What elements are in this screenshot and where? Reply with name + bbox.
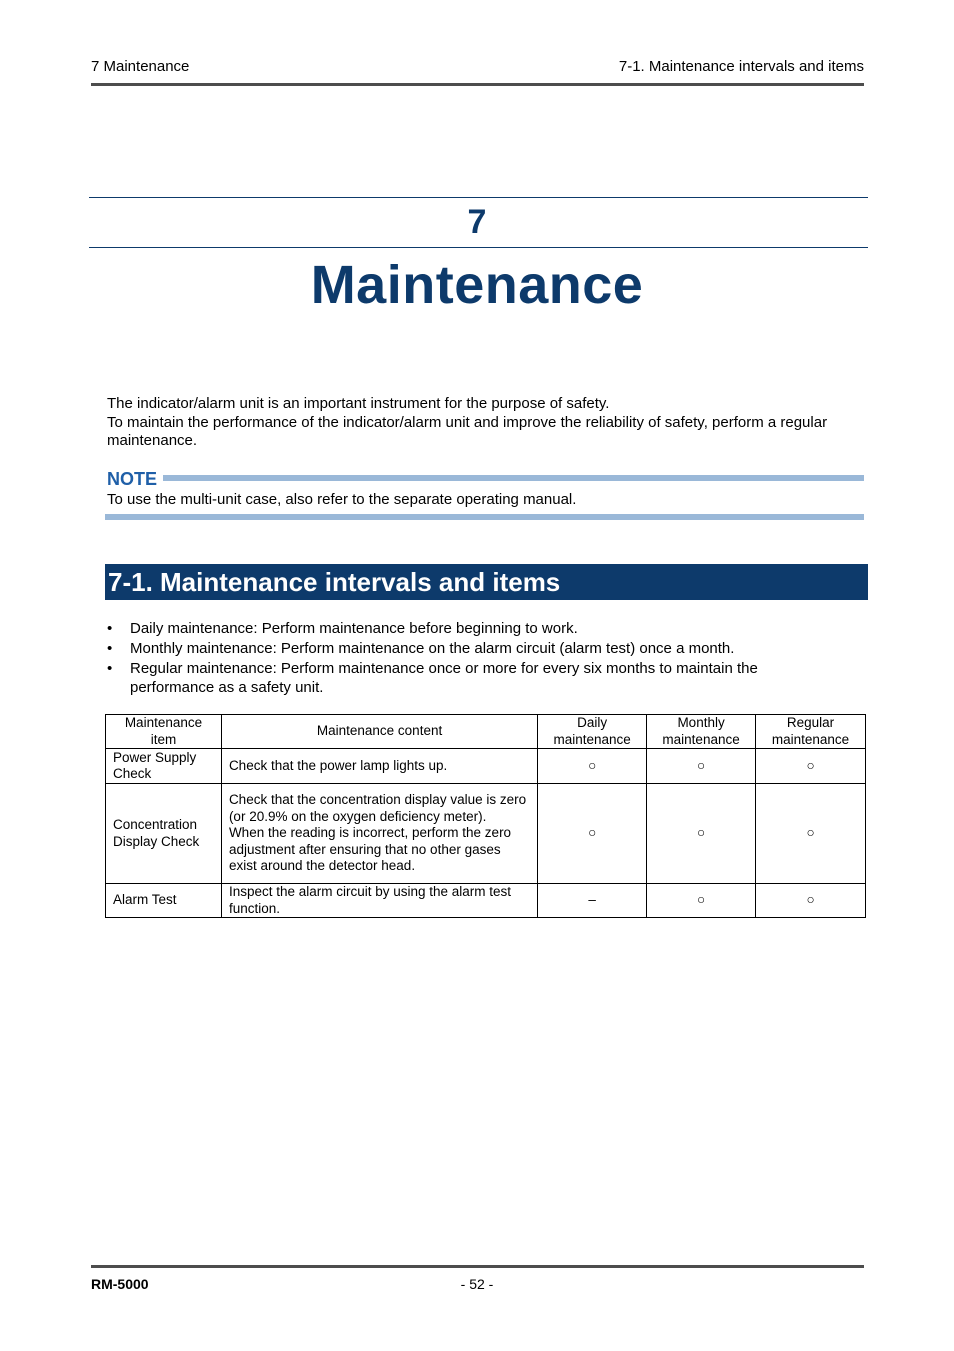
cell-daily: – bbox=[538, 884, 647, 918]
cell-item: Concentration Display Check bbox=[106, 784, 222, 884]
col-header-daily: Daily maintenance bbox=[538, 715, 647, 749]
list-item bbox=[107, 660, 827, 697]
bullet-list bbox=[107, 620, 827, 699]
bullet-icon: • bbox=[107, 620, 113, 637]
footer-model: RM-5000 bbox=[91, 1276, 149, 1292]
col-header-content: Maintenance content bbox=[221, 715, 537, 749]
cell-regular: ○ bbox=[756, 784, 866, 884]
maintenance-table bbox=[105, 714, 866, 918]
cell-content: Inspect the alarm circuit by using the alarm test function. bbox=[221, 884, 537, 918]
intro-line-1: The indicator/alarm unit is an important instrument for the purpose of safety. bbox=[107, 395, 610, 412]
table-row bbox=[106, 884, 866, 918]
header-section: 7-1. Maintenance intervals and items bbox=[618, 58, 864, 75]
bullet-icon: • bbox=[107, 640, 113, 657]
table-row bbox=[106, 784, 866, 884]
list-item-text: Regular maintenance: Perform maintenance once or more for every six months to maintain the performance as a safety unit. bbox=[130, 660, 758, 696]
header-chapter: 7 Maintenance bbox=[91, 58, 190, 75]
col-header-item: Maintenance item bbox=[106, 715, 222, 749]
header-rule bbox=[91, 83, 864, 86]
cell-monthly: ○ bbox=[647, 749, 756, 784]
col-header-monthly: Monthly maintenance bbox=[647, 715, 756, 749]
bullet-icon: • bbox=[107, 660, 113, 677]
cell-regular: ○ bbox=[756, 749, 866, 784]
note-bottom-bar bbox=[105, 514, 864, 520]
cell-daily: ○ bbox=[538, 784, 647, 884]
chapter-rule-top bbox=[89, 197, 868, 198]
list-item bbox=[107, 640, 827, 659]
cell-content-line: Check that the concentration display value is zero (or 20.9% on the oxygen deficiency meter). bbox=[228, 792, 527, 824]
intro-line-2: To maintain the performance of the indicator/alarm unit and improve the reliability of safety, perform a regular maintenance. bbox=[107, 413, 828, 449]
note-text: To use the multi-unit case, also refer to the separate operating manual. bbox=[107, 491, 577, 508]
list-item bbox=[107, 620, 827, 639]
cell-regular: ○ bbox=[756, 884, 866, 918]
cell-item: Alarm Test bbox=[106, 884, 222, 918]
list-item-text: Monthly maintenance: Perform maintenance on the alarm circuit (alarm test) once a month. bbox=[130, 640, 735, 657]
note-label: NOTE bbox=[107, 469, 158, 489]
note-bar bbox=[163, 475, 864, 481]
section-title: 7-1. Maintenance intervals and items bbox=[108, 567, 561, 597]
chapter-rule-bottom bbox=[89, 247, 868, 248]
cell-monthly: ○ bbox=[647, 784, 756, 884]
chapter-title: Maintenance bbox=[310, 255, 644, 315]
cell-daily: ○ bbox=[538, 749, 647, 784]
cell-content: Check that the power lamp lights up. bbox=[221, 749, 537, 784]
cell-monthly: ○ bbox=[647, 884, 756, 918]
table-header-row bbox=[106, 715, 866, 749]
cell-item: Power Supply Check bbox=[106, 749, 222, 784]
list-item-text: Daily maintenance: Perform maintenance before beginning to work. bbox=[130, 620, 578, 637]
intro-text bbox=[107, 395, 847, 451]
cell-content bbox=[221, 784, 537, 884]
col-header-regular: Regular maintenance bbox=[756, 715, 866, 749]
chapter-number: 7 bbox=[467, 203, 487, 241]
table-row bbox=[106, 749, 866, 784]
footer-rule bbox=[91, 1265, 864, 1268]
footer-page-number: - 52 - bbox=[460, 1276, 494, 1292]
cell-content-line: When the reading is incorrect, perform the zero adjustment after ensuring that no other gases exist around the detector head. bbox=[228, 825, 512, 874]
